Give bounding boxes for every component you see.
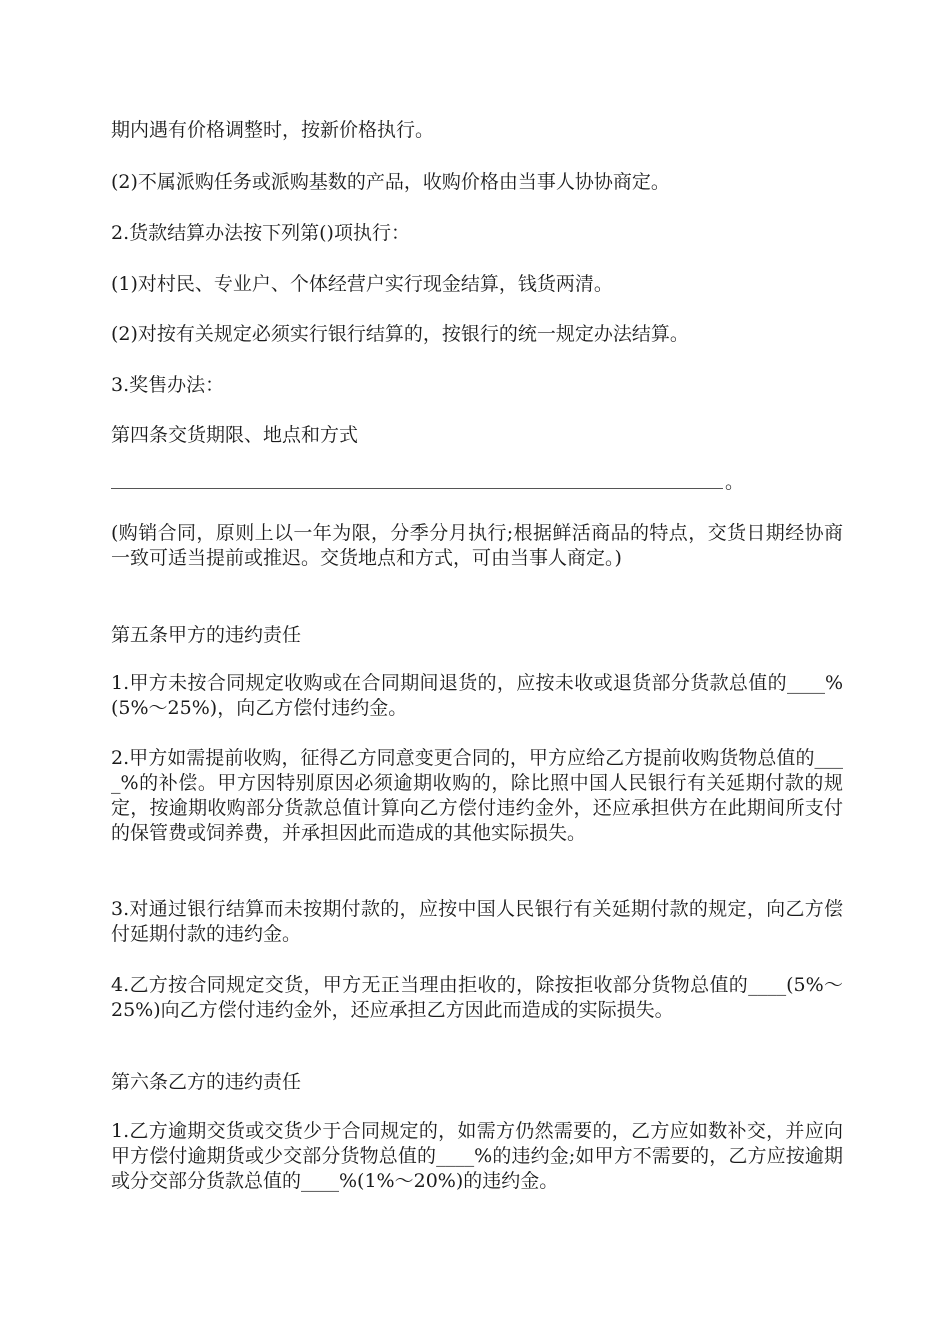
paragraph-party-a-2: 2.甲方如需提前收购，征得乙方同意变更合同的，甲方应给乙方提前收购货物总值的____%的补偿。甲方因特别原因必须逾期收购的，除比照中国人民银行有关延期付款的规定，按逾期收购部分货款总值计算向乙方偿付违约金外，还应承担供方在此期间所支付的保管费或饲养费，并承担因此而造成的其他实际损失。 xyxy=(111,747,843,844)
heading-article-4: 第四条交货期限、地点和方式 xyxy=(111,424,359,446)
paragraph-payment-method: 2.货款结算办法按下列第()项执行： xyxy=(111,222,410,244)
heading-article-5: 第五条甲方的违约责任 xyxy=(111,624,302,646)
paragraph-party-a-4: 4.乙方按合同规定交货，甲方无正当理由拒收的，除按拒收部分货物总值的____(5%～25%)向乙方偿付违约金外，还应承担乙方因此而造成的实际损失。 xyxy=(111,974,843,1021)
paragraph-price-adjustment: 期内遇有价格调整时，按新价格执行。 xyxy=(111,119,435,141)
paragraph-party-b-1: 1.乙方逾期交货或交货少于合同规定的，如需方仍然需要的，乙方应如数补交，并应向甲方偿付逾期货或少交部分货物总值的____%的违约金;如甲方不需要的，乙方应按逾期或分交部分货款总值的____%(1%～20%)的违约金。 xyxy=(111,1120,843,1192)
heading-article-6: 第六条乙方的违约责任 xyxy=(111,1071,302,1093)
paragraph-non-quota-price: (2)不属派购任务或派购基数的产品，收购价格由当事人协协商定。 xyxy=(111,171,670,193)
paragraph-delivery-note: (购销合同，原则上以一年为限，分季分月执行;根据鲜活商品的特点，交货日期经协商一致可适当提前或推迟。交货地点和方式，可由当事人商定。) xyxy=(111,522,843,569)
fill-in-blank-end: 。 xyxy=(725,471,745,493)
paragraph-bonus-sale: 3.奖售办法： xyxy=(111,374,225,396)
paragraph-cash-settlement: (1)对村民、专业户、个体经营户实行现金结算，钱货两清。 xyxy=(111,273,613,295)
paragraph-party-a-1: 1.甲方未按合同规定收购或在合同期间退货的，应按未收或退货部分货款总值的____%(5%～25%)，向乙方偿付违约金。 xyxy=(111,672,843,719)
paragraph-bank-settlement: (2)对按有关规定必须实行银行结算的，按银行的统一规定办法结算。 xyxy=(111,323,689,345)
fill-in-blank-line xyxy=(111,488,723,489)
paragraph-party-a-3: 3.对通过银行结算而未按期付款的，应按中国人民银行有关延期付款的规定，向乙方偿付延期付款的违约金。 xyxy=(111,898,843,945)
